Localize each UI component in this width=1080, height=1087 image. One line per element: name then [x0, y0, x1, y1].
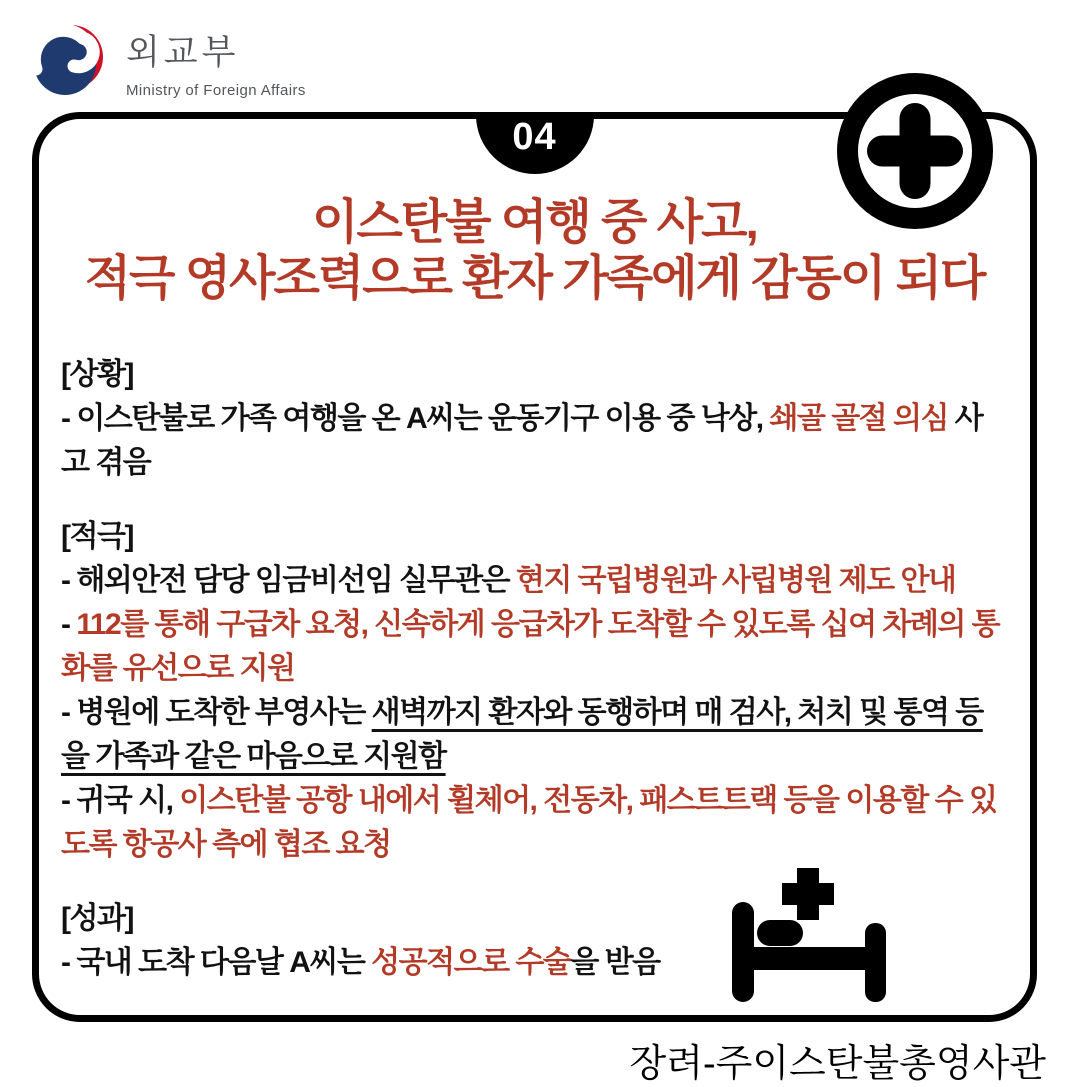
mofa-logo [30, 24, 306, 100]
plain-text: - 병원에 도착한 부영사는 [61, 696, 372, 730]
section-heading: [적극] [61, 520, 133, 554]
agency-name-block [126, 25, 306, 99]
agency-name-korean: 외교부 [126, 33, 240, 72]
plain-text: - 해외안전 담당 임금비선임 실무관은 [61, 564, 516, 598]
section-paragraph [61, 397, 1008, 485]
plain-text: - 국내 도착 다음날 A씨는 [61, 946, 372, 980]
taegeuk-icon [30, 24, 106, 100]
section-heading: [성과] [61, 902, 133, 936]
award-credit: 장려-주이스탄불총영사관 [629, 1043, 1046, 1085]
agency-name-english: Ministry of Foreign Affairs [126, 82, 306, 99]
section-paragraph [61, 779, 1008, 867]
plain-text: - [61, 608, 77, 642]
plain-text: - 이스탄불로 가족 여행을 온 A씨는 운동기구 이용 중 낙상, [61, 402, 770, 436]
section-situation [61, 353, 1008, 485]
underlined-text: 새벽까지 환자와 동행하며 매 검사, 처치 및 통역 등을 가족과 같은 마음으로 지원함 [61, 696, 983, 774]
section-paragraph [61, 559, 1008, 603]
section-paragraph [61, 603, 1008, 691]
highlighted-text: 현지 국립병원과 사립병원 제도 안내 [515, 564, 956, 598]
highlighted-text: 112를 통해 구급차 요청, 신속하게 응급차가 도착할 수 있도록 십여 차례의 통화를 유선으로 지원 [61, 608, 1000, 686]
highlighted-text: 쇄골 골절 의심 [769, 402, 948, 436]
highlighted-text: 성공적으로 수술 [371, 946, 571, 980]
title-line-2: 적극 영사조력으로 환자 가족에게 감동이 되다 [84, 252, 985, 306]
plus-horizontal-bar [867, 136, 963, 167]
hospital-bed-icon [726, 864, 892, 1004]
section-paragraph [61, 691, 1008, 779]
section-action [61, 515, 1008, 867]
plain-text: 을 받음 [570, 946, 660, 980]
medical-plus-icon [837, 73, 993, 229]
section-heading: [상황] [61, 358, 133, 392]
plain-text: - 귀국 시, [61, 784, 180, 818]
number-badge [476, 112, 594, 174]
plain-text: 사고 겪음 [61, 402, 983, 480]
badge-number: 04 [512, 116, 557, 158]
title-line-1: 이스탄불 여행 중 사고, [312, 196, 757, 249]
highlighted-text: 이스탄불 공항 내에서 휠체어, 전동차, 패스트트랙 등을 이용할 수 있도록 항공사 측에 협조 요청 [61, 784, 997, 862]
